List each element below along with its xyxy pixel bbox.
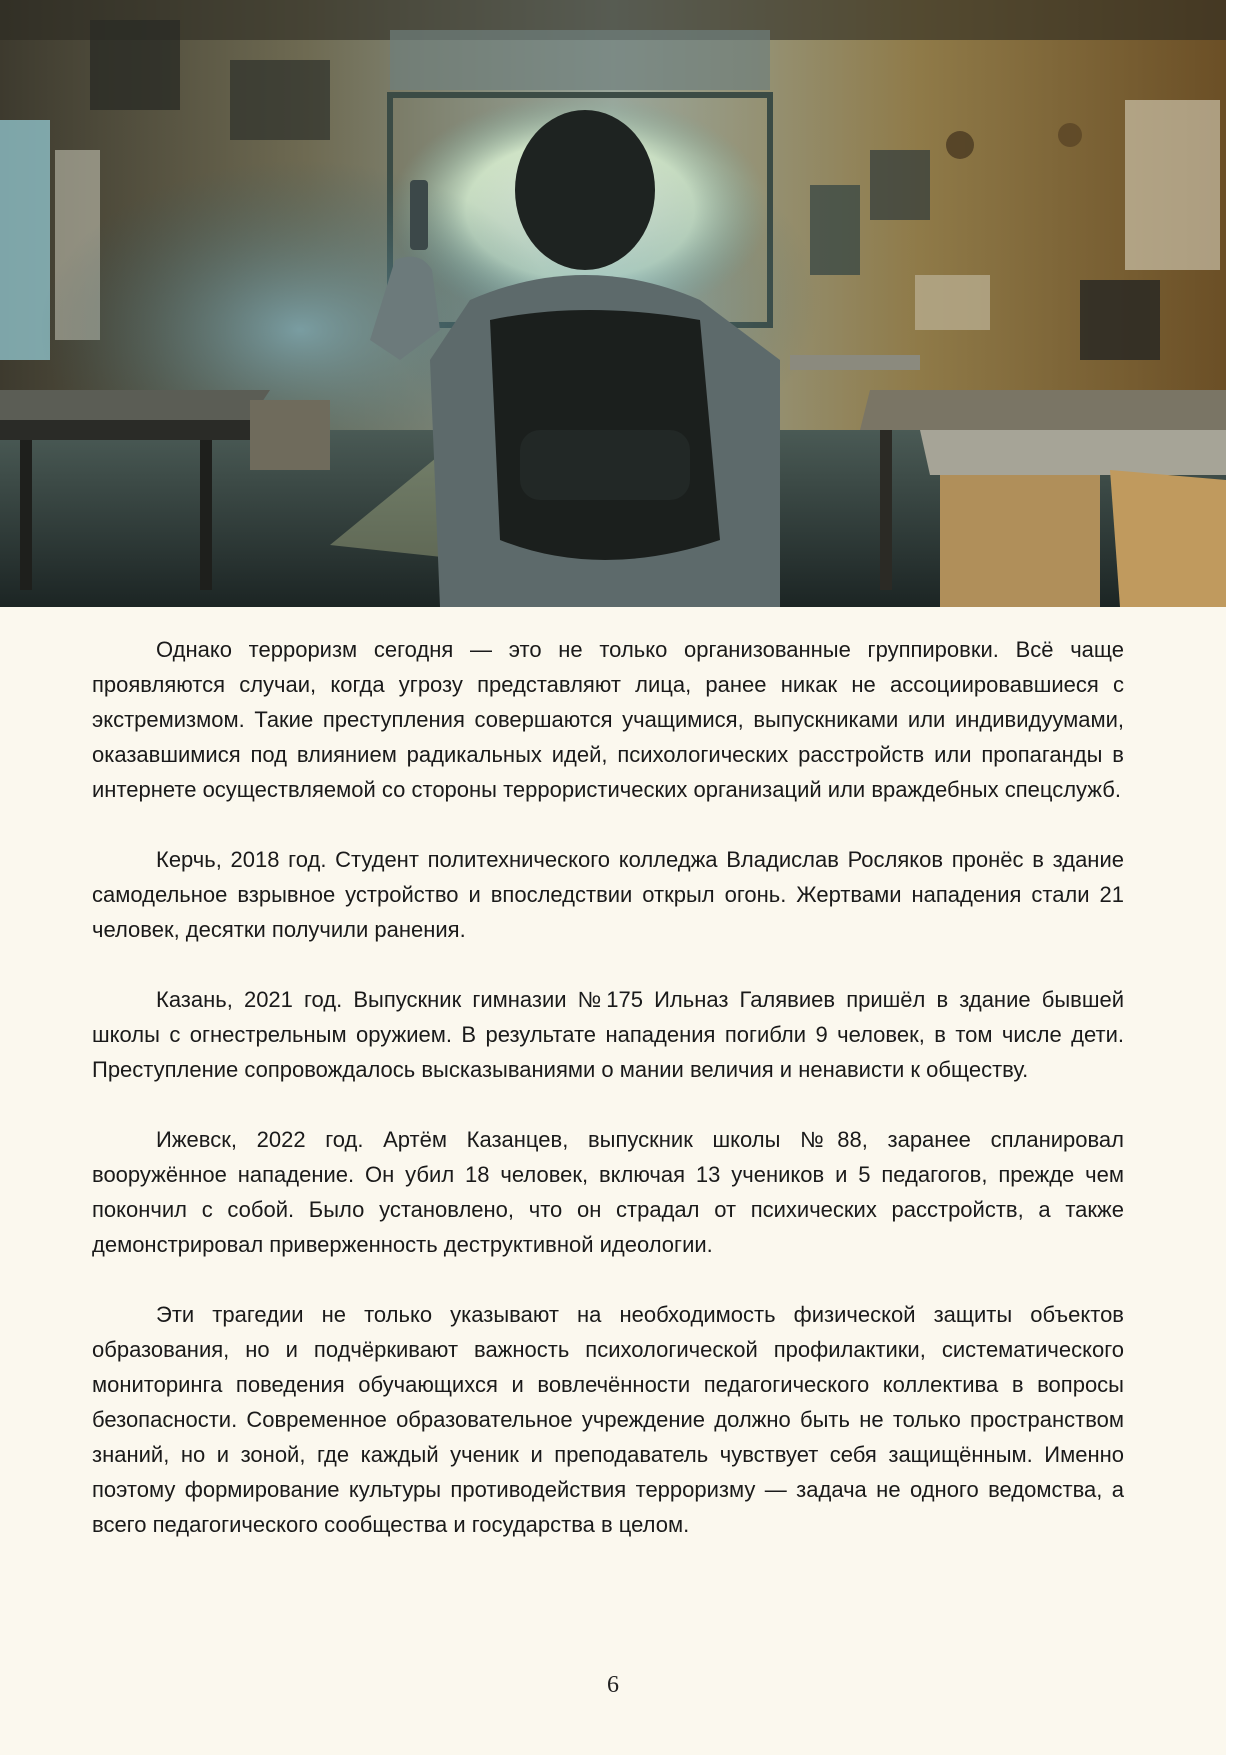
paragraph-conclusion: Эти трагедии не только указывают на необходимость физической защиты объектов образования, но и подчёркивают важность психологической профилактики, систематического мониторинга поведения обучающихся и вовлечённости педагогического коллектива в вопросы безопасности. Современное образовательное учреждение должно быть не только пространством знаний, но и зоной, где каждый ученик и преподаватель чувствует себя защищённым. Именно поэтому формирование культуры противодействия терроризму — задача не одного ведомства, а всего педагогического сообщества и государства в целом.: [92, 1302, 1124, 1537]
paragraph-izhevsk: Ижевск, 2022 год. Артём Казанцев, выпускник школы №88, заранее спланировал вооружённое нападение. Он убил 18 человек, включая 13 учеников и 5 педагогов, прежде чем покончил с собой. Было установлено, что он страдал от психических расстройств, а также демонстрировал приверженность деструктивной идеологии.: [92, 1127, 1124, 1257]
article-text: [92, 632, 1124, 1577]
classroom-shooter-illustration: [0, 0, 1226, 607]
paragraph-intro: Однако терроризм сегодня — это не только организованные группировки. Всё чаще проявляются случаи, когда угрозу представляют лица, ранее никак не ассоциировавшиеся с экстремизмом. Такие преступления совершаются учащимися, выпускниками или индивидуумами, оказавшимися под влиянием радикальных идей, психологических расстройств или пропаганды в интернете осуществляемой со стороны террористических организаций или враждебных спецслужб.: [92, 637, 1124, 802]
page-number: 6: [607, 1672, 619, 1698]
paragraph-kerch: Керчь, 2018 год. Студент политехнического колледжа Владислав Росляков пронёс в здание самодельное взрывное устройство и впоследствии открыл огонь. Жертвами нападения стали 21 человек, десятки получили ранения.: [92, 847, 1124, 942]
paragraph-kazan: Казань, 2021 год. Выпускник гимназии №175 Ильназ Галявиев пришёл в здание бывшей школы с огнестрельным оружием. В результате нападения погибли 9 человек, в том числе дети. Преступление сопровождалось высказываниями о мании величия и ненависти к обществу.: [92, 987, 1124, 1082]
